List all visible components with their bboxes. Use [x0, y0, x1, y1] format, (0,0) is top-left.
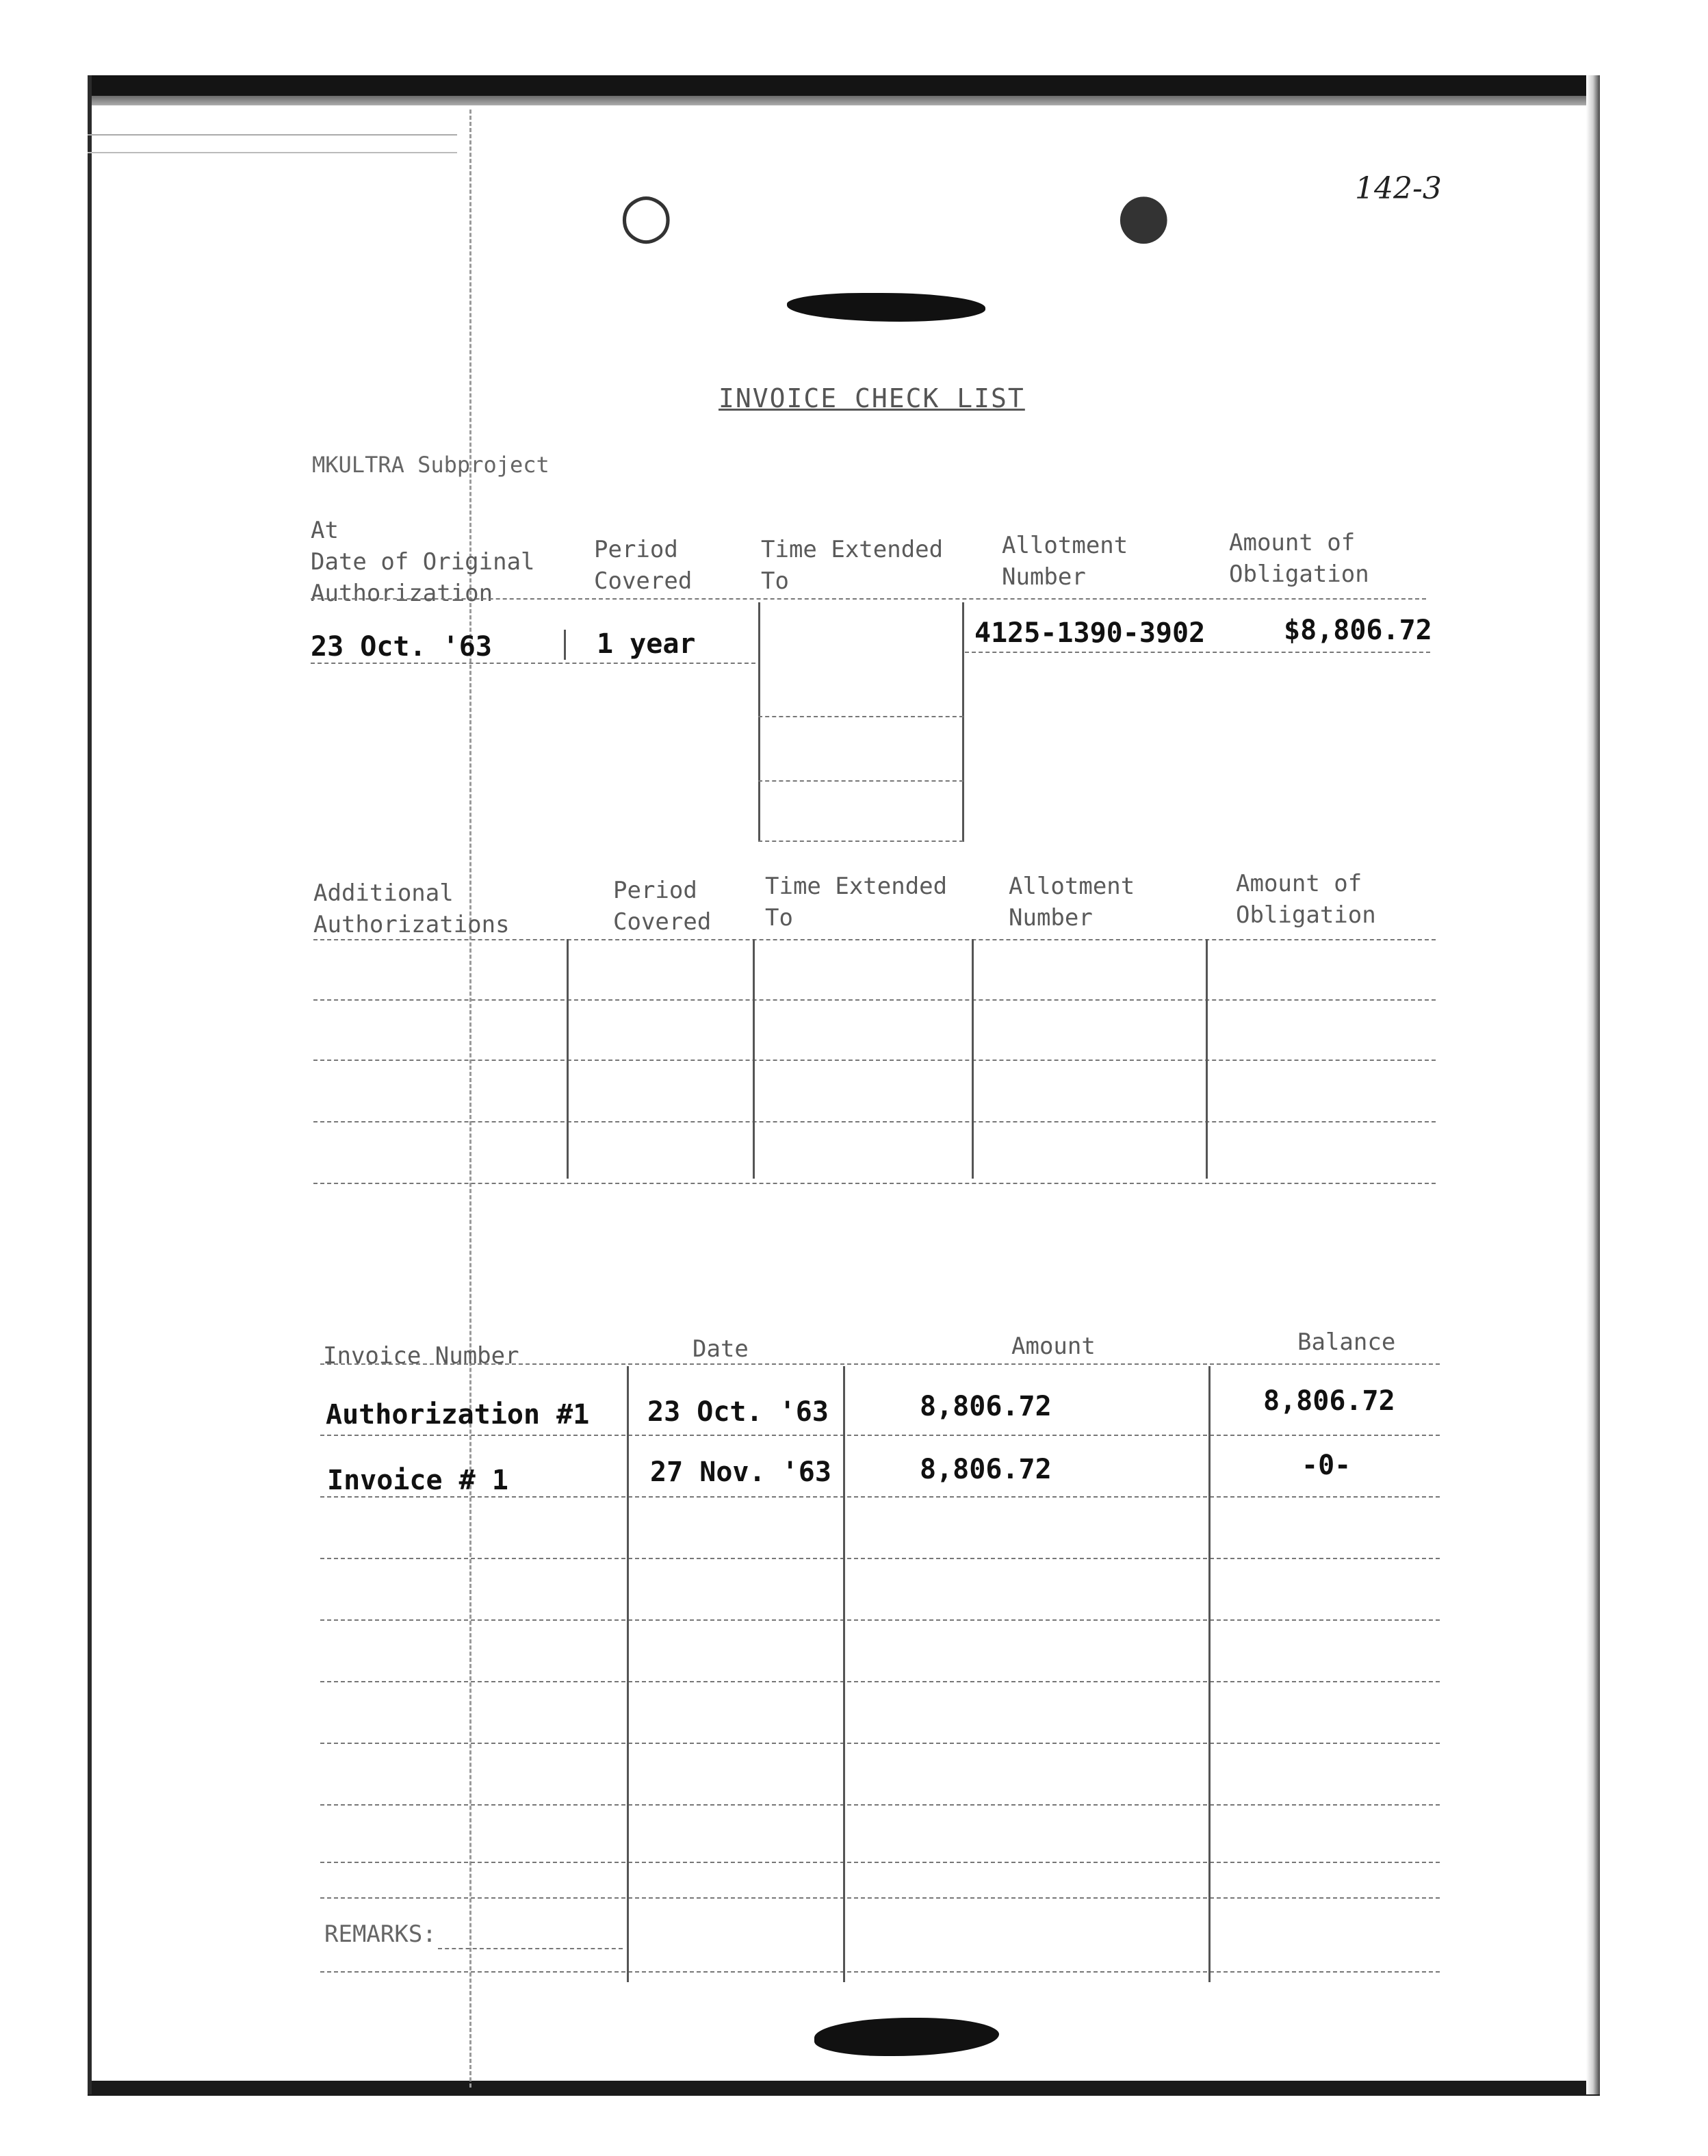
extension-box-rule: [758, 716, 963, 717]
row-rule: [320, 1558, 1440, 1559]
extension-box-left: [758, 602, 760, 842]
column-divider: [564, 630, 566, 660]
row-rule: [313, 1060, 1436, 1061]
col-header-balance: Balance: [1297, 1329, 1396, 1356]
invoice-row-1-amount: 8,806.72: [920, 1391, 1052, 1422]
invoice-row-1-balance: 8,806.72: [1263, 1385, 1395, 1417]
column-divider: [627, 1366, 629, 1982]
invoice-row-2-date: 27 Nov. '63: [650, 1456, 831, 1488]
original-amount: $8,806.72: [1284, 615, 1432, 646]
row-rule: [320, 1619, 1440, 1621]
col-header-allotment: Allotment Number: [1002, 532, 1128, 591]
column-divider: [1208, 1366, 1211, 1982]
punch-hole-mark: ●: [1117, 179, 1171, 251]
row-rule: [320, 1804, 1440, 1806]
invoice-row-2-amount: 8,806.72: [920, 1454, 1052, 1485]
row-rule: [320, 1681, 1440, 1682]
invoice-row-2-number: Invoice # 1: [327, 1465, 508, 1496]
extension-box-rule: [758, 780, 963, 782]
row-rule: [313, 999, 1436, 1001]
invoice-row-1-number: Authorization #1: [326, 1399, 590, 1430]
row-rule: [965, 652, 1430, 653]
faint-rule: [88, 152, 457, 153]
redaction-mark: [814, 2018, 999, 2056]
column-divider: [1206, 939, 1208, 1179]
original-period: 1 year: [597, 628, 696, 660]
header-rule: [320, 1363, 1440, 1365]
row-rule: [313, 1183, 1436, 1184]
col-header-original-date: At Date of Original Authorization: [311, 517, 535, 607]
scan-shadow-top: [88, 96, 1600, 105]
scan-border-top: [88, 75, 1600, 96]
column-divider: [972, 939, 974, 1179]
col-header-amount: Amount of Obligation: [1236, 870, 1376, 929]
invoice-row-1-date: 23 Oct. '63: [647, 1396, 829, 1428]
remarks-label: REMARKS:: [324, 1921, 437, 1948]
row-rule: [320, 1971, 1440, 1973]
extension-box-right: [962, 602, 964, 842]
extension-box-rule: [758, 840, 963, 842]
row-rule: [320, 1743, 1440, 1744]
col-header-allotment: Allotment Number: [1009, 873, 1135, 932]
row-rule: [311, 663, 755, 664]
header-rule: [311, 598, 1426, 600]
invoice-row-2-balance: -0-: [1302, 1450, 1351, 1481]
column-divider: [567, 939, 569, 1179]
scan-border-bottom: [88, 2081, 1600, 2096]
original-allotment: 4125-1390-3902: [974, 617, 1206, 649]
fold-line: [469, 110, 471, 2088]
project-name: MKULTRA Subproject: [312, 452, 549, 478]
scan-border-left: [88, 75, 92, 2094]
page-number-annotation: 142-3: [1355, 171, 1442, 206]
document-title: INVOICE CHECK LIST: [719, 383, 1025, 413]
col-header-time-extended: Time Extended To: [765, 873, 948, 932]
header-rule: [313, 939, 1436, 940]
col-header-period: Period Covered: [613, 877, 712, 936]
col-header-time-extended: Time Extended To: [761, 536, 944, 595]
redaction-mark: [787, 293, 985, 322]
row-rule: [320, 1435, 1440, 1436]
scan-border-right: [1586, 75, 1600, 2094]
original-date: 23 Oct. '63: [311, 631, 492, 663]
punch-hole-mark: ○: [619, 179, 673, 251]
column-divider: [843, 1366, 845, 1982]
remarks-rule: [438, 1948, 623, 1949]
faint-rule: [88, 134, 457, 136]
row-rule: [320, 1862, 1440, 1863]
col-header-period: Period Covered: [594, 536, 693, 595]
col-header-date: Date: [693, 1335, 749, 1363]
row-rule: [313, 1121, 1436, 1122]
row-rule: [320, 1897, 1440, 1899]
col-header-additional: Additional Authorizations: [313, 880, 510, 938]
col-header-amount: Amount of Obligation: [1229, 529, 1369, 588]
col-header-amount: Amount: [1011, 1333, 1096, 1360]
column-divider: [753, 939, 755, 1179]
col-header-invoice-number: Invoice Number: [323, 1342, 519, 1370]
row-rule: [320, 1496, 1440, 1498]
